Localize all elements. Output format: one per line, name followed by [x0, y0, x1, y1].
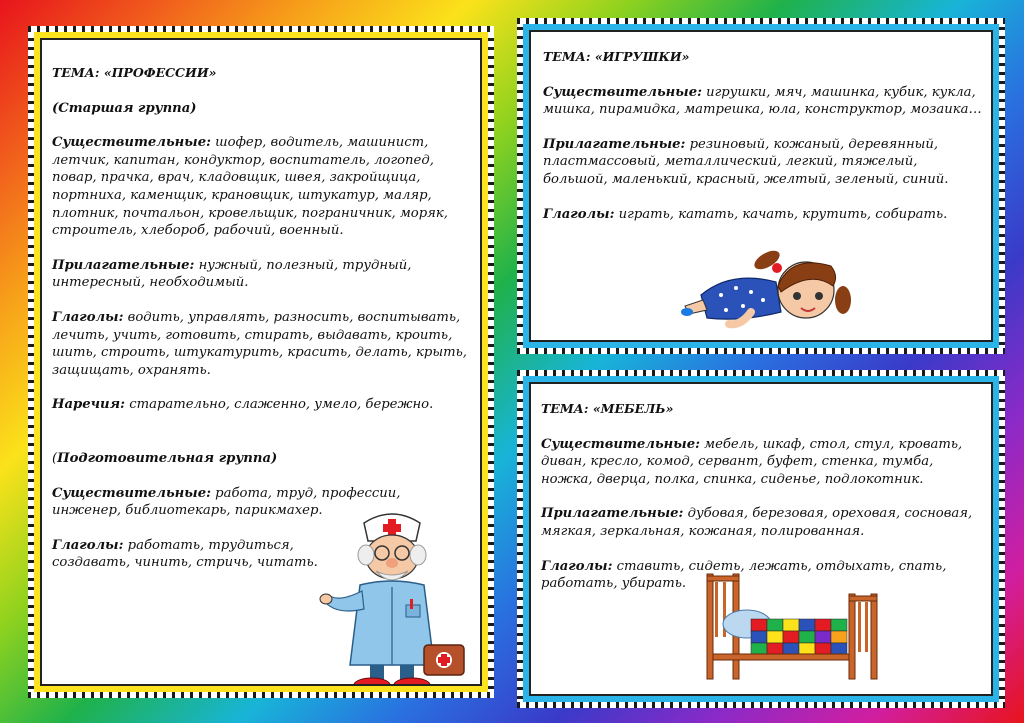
- furniture-adjectives-list: дубовая, березовая, ореховая, сосновая, мягкая, зеркальная, кожаная, полированная.: [541, 506, 973, 539]
- doctor-icon: [312, 505, 472, 686]
- prep-group-label: Подготовительная группа): [57, 450, 278, 466]
- professions-card: [28, 26, 494, 698]
- doll-icon: [681, 240, 861, 330]
- professions-text: [52, 64, 470, 572]
- furniture-verbs-list: ставить, сидеть, лежать, отдыхать, спать, работать, убирать.: [541, 558, 947, 592]
- furniture-title: ТЕМА: «МЕБЕЛЬ»: [541, 401, 674, 416]
- verbs-list: водить, управлять, разносить, воспитывать, лечить, учить, готовить, стирать, выдавать, кроить, шить, строить, штукатурить, красить, делать, крыть, защищать, охранять.: [52, 309, 467, 378]
- furniture-adjectives-label: Прилагательные:: [541, 506, 684, 522]
- verbs-label: Глаголы:: [52, 309, 124, 325]
- professions-title: ТЕМА: «ПРОФЕССИИ»: [52, 65, 217, 80]
- senior-group-label: (Старшая группа): [52, 100, 197, 116]
- toys-nouns-list: игрушки, мяч, машинка, кубик, кукла, мишка, пирамидка, матрешка, юла, конструктор, мозаика…: [543, 84, 982, 118]
- adjectives-list: нужный, полезный, трудный, интересный, необходимый.: [52, 257, 412, 291]
- toys-title: ТЕМА: «ИГРУШКИ»: [543, 49, 690, 64]
- nouns-list: шофер, водитель, машинист, летчик, капитан, кондуктор, воспитатель, логопед, повар, прачка, врач, кладовщик, швея, закройщица, портниха, каменщик, крановщик, штукатур, маляр, плотник, почтальон, кровельщик, пограничник, моряк, строитель, хлебороб, рабочий, военный.: [52, 135, 448, 239]
- toys-verbs-label: Глаголы:: [543, 206, 615, 222]
- adverbs-label: Наречия:: [52, 397, 125, 413]
- verbs2-list: работать, трудиться, создавать, чинить, стричь, читать.: [52, 537, 318, 571]
- toys-verbs-list: играть, катать, качать, крутить, собирать.: [614, 206, 948, 222]
- furniture-verbs-label: Глаголы:: [541, 558, 613, 574]
- furniture-card-body: [529, 382, 993, 696]
- toys-card-body: [529, 30, 993, 342]
- bed-icon: [701, 564, 881, 684]
- furniture-nouns-list: мебель, шкаф, стол, стул, кровать, диван, кресло, комод, сервант, буфет, стенка, тумба, ножка, дверца, полка, спинка, сиденье, подлокотник.: [541, 436, 963, 487]
- prep-group-paren: (: [52, 450, 58, 466]
- adverbs-list: старательно, слаженно, умело, бережно.: [125, 397, 434, 413]
- toys-card: [517, 18, 1005, 354]
- nouns2-list: работа, труд, профессии, инженер, библиотекарь, парикмахер.: [52, 485, 401, 519]
- toys-adjectives-list: резиновый, кожаный, деревянный, пластмассовый, металлический, легкий, тяжелый, большой, маленький, красный, желтый, зеленый, синий.: [543, 136, 949, 187]
- toys-text: [543, 48, 985, 223]
- furniture-card: [517, 370, 1005, 708]
- nouns2-label: Существительные:: [52, 485, 211, 501]
- adjectives-label: Прилагательные:: [52, 257, 195, 273]
- toys-nouns-label: Существительные:: [543, 84, 702, 100]
- verbs2-label: Глаголы:: [52, 537, 124, 553]
- furniture-nouns-label: Существительные:: [541, 436, 700, 452]
- professions-card-body: [40, 38, 482, 686]
- nouns-label: Существительные:: [52, 135, 211, 151]
- toys-adjectives-label: Прилагательные:: [543, 136, 686, 152]
